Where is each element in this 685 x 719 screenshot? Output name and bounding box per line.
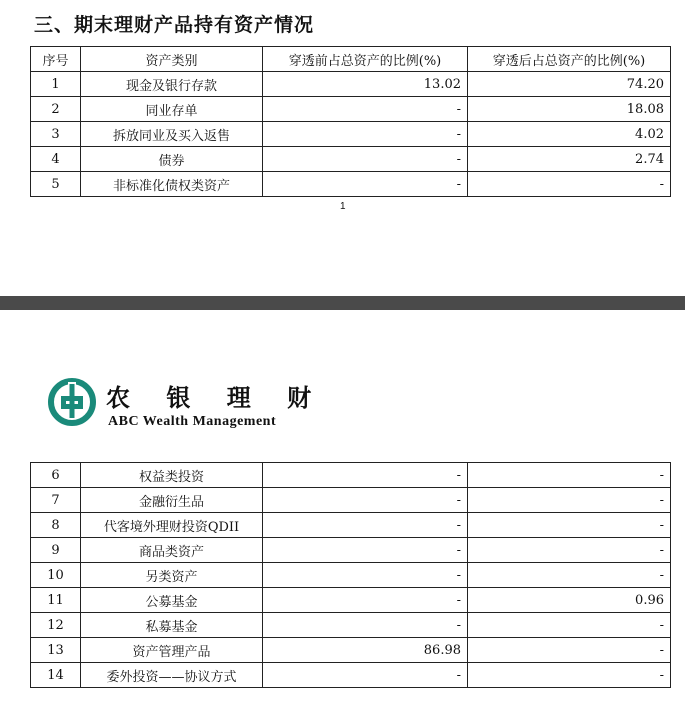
row-after-ratio: 18.08 — [468, 97, 671, 122]
row-category: 权益类投资 — [81, 463, 263, 488]
row-before-ratio: - — [263, 613, 468, 638]
row-category: 资产管理产品 — [81, 638, 263, 663]
row-before-ratio: - — [263, 122, 468, 147]
row-after-ratio: 74.20 — [468, 72, 671, 97]
row-after-ratio: - — [468, 563, 671, 588]
asset-table-part-1 — [30, 46, 671, 197]
row-category: 私募基金 — [81, 613, 263, 638]
row-category: 代客境外理财投资QDII — [81, 513, 263, 538]
row-category: 委外投资——协议方式 — [81, 663, 263, 688]
header-before: 穿透前占总资产的比例(%) — [263, 47, 468, 72]
row-after-ratio: - — [468, 463, 671, 488]
document-page-1 — [0, 0, 685, 298]
table-row — [31, 513, 671, 538]
row-index: 10 — [31, 563, 81, 588]
row-index: 13 — [31, 638, 81, 663]
table-row — [31, 638, 671, 663]
row-after-ratio: - — [468, 613, 671, 638]
row-index: 8 — [31, 513, 81, 538]
row-before-ratio: 13.02 — [263, 72, 468, 97]
row-before-ratio: - — [263, 563, 468, 588]
page-number: 1 — [340, 201, 346, 212]
row-category: 现金及银行存款 — [81, 72, 263, 97]
row-index: 3 — [31, 122, 81, 147]
row-index: 6 — [31, 463, 81, 488]
row-category: 拆放同业及买入返售 — [81, 122, 263, 147]
table-row — [31, 72, 671, 97]
row-after-ratio: - — [468, 172, 671, 197]
table-row — [31, 463, 671, 488]
row-index: 11 — [31, 588, 81, 613]
row-after-ratio: - — [468, 488, 671, 513]
row-category: 同业存单 — [81, 97, 263, 122]
row-before-ratio: - — [263, 588, 468, 613]
table-row — [31, 172, 671, 197]
table-row — [31, 488, 671, 513]
table-row — [31, 97, 671, 122]
page-divider — [0, 296, 685, 310]
table-header-row — [31, 47, 671, 72]
table-row — [31, 122, 671, 147]
table-row — [31, 663, 671, 688]
row-index: 7 — [31, 488, 81, 513]
row-before-ratio: - — [263, 513, 468, 538]
row-category: 另类资产 — [81, 563, 263, 588]
abc-logo-icon — [48, 378, 96, 426]
row-after-ratio: 0.96 — [468, 588, 671, 613]
row-after-ratio: - — [468, 663, 671, 688]
header-category: 资产类别 — [81, 47, 263, 72]
row-before-ratio: - — [263, 663, 468, 688]
section-title: 三、期末理财产品持有资产情况 — [34, 14, 315, 36]
document-page-2 — [0, 310, 685, 719]
table-row — [31, 147, 671, 172]
header-index: 序号 — [31, 47, 81, 72]
row-index: 14 — [31, 663, 81, 688]
row-index: 5 — [31, 172, 81, 197]
row-after-ratio: - — [468, 538, 671, 563]
row-after-ratio: - — [468, 638, 671, 663]
row-category: 债券 — [81, 147, 263, 172]
row-after-ratio: - — [468, 513, 671, 538]
table-row — [31, 563, 671, 588]
row-before-ratio: - — [263, 488, 468, 513]
row-before-ratio: 86.98 — [263, 638, 468, 663]
row-index: 4 — [31, 147, 81, 172]
row-category: 公募基金 — [81, 588, 263, 613]
row-before-ratio: - — [263, 538, 468, 563]
row-before-ratio: - — [263, 97, 468, 122]
table-row — [31, 538, 671, 563]
row-after-ratio: 4.02 — [468, 122, 671, 147]
row-after-ratio: 2.74 — [468, 147, 671, 172]
header-after: 穿透后占总资产的比例(%) — [468, 47, 671, 72]
row-index: 9 — [31, 538, 81, 563]
table-row — [31, 588, 671, 613]
row-category: 非标准化债权类资产 — [81, 172, 263, 197]
brand-name-en: ABC Wealth Management — [108, 414, 277, 429]
row-before-ratio: - — [263, 172, 468, 197]
asset-table-part-2 — [30, 462, 671, 688]
row-category: 商品类资产 — [81, 538, 263, 563]
row-before-ratio: - — [263, 463, 468, 488]
row-index: 2 — [31, 97, 81, 122]
row-category: 金融衍生品 — [81, 488, 263, 513]
row-before-ratio: - — [263, 147, 468, 172]
table-row — [31, 613, 671, 638]
brand-name-cn: 农 银 理 财 — [106, 383, 326, 412]
row-index: 1 — [31, 72, 81, 97]
row-index: 12 — [31, 613, 81, 638]
